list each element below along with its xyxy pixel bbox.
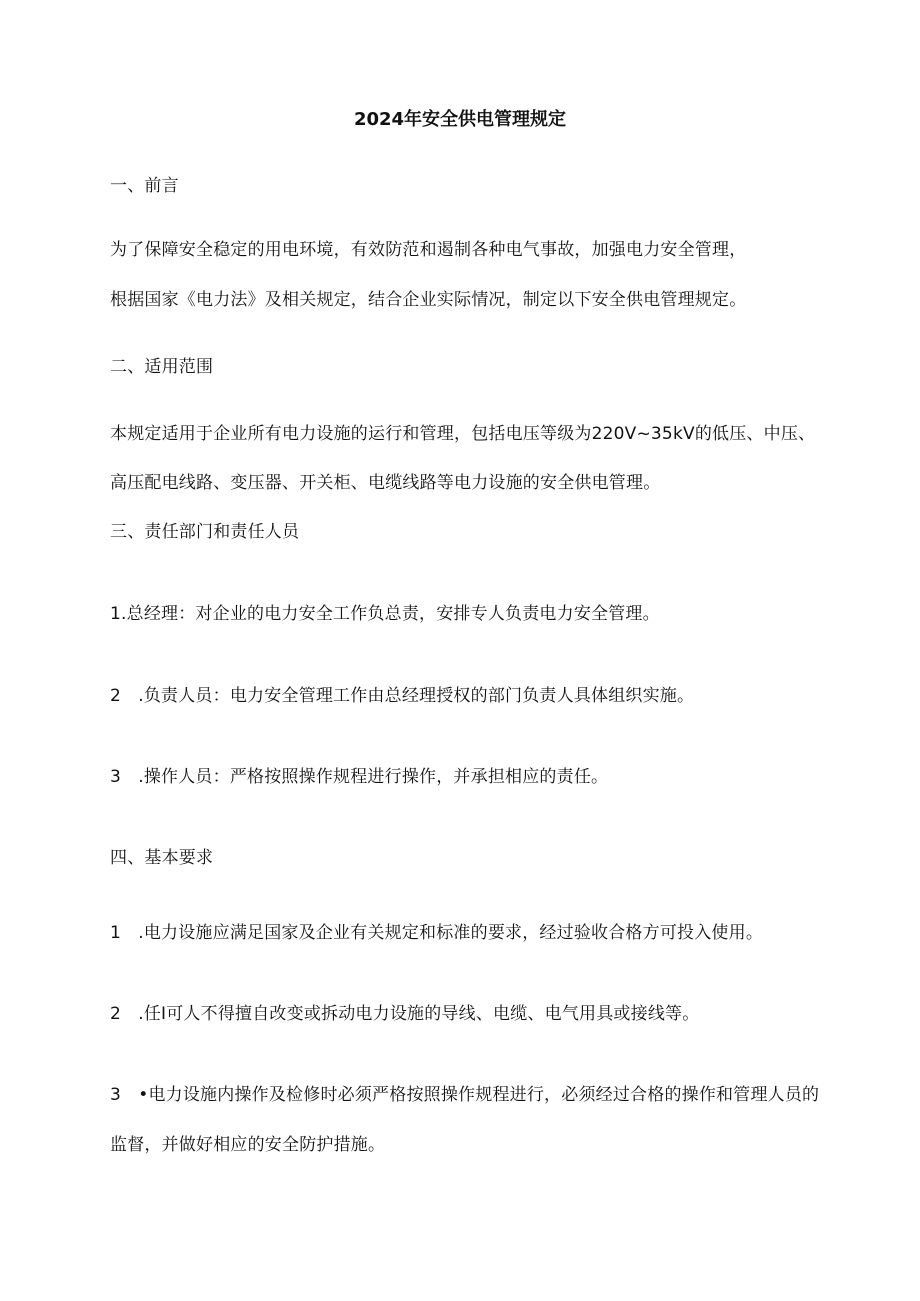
requirements-item-3-line-2: 监督，并做好相应的安全防护措施。 [110,1135,386,1155]
requirements-item-1: 1 .电力设施应满足国家及企业有关规定和标准的要求，经过验收合格方可投入使用。 [110,923,764,943]
section-heading-preface: 一、前言 [110,176,179,196]
responsibility-item-3: 3 .操作人员：严格按照操作规程进行操作，并承担相应的责任。 [110,767,609,787]
requirements-item-2: 2 .任I可人不得擅自改变或拆动电力设施的导线、电缆、电气用具或接线等。 [110,1004,700,1024]
scope-paragraph-line-1: 本规定适用于企业所有电力设施的运行和管理，包括电压等级为220V~35kV的低压、中压、 [110,424,816,444]
preface-paragraph-line-1: 为了保障安全稳定的用电环境，有效防范和遏制各种电气事故，加强电力安全管理， [110,240,747,260]
responsibility-item-1: 1.总经理：对企业的电力安全工作负总责，安排专人负责电力安全管理。 [110,604,660,624]
page-title: 2024年安全供电管理规定 [353,109,567,130]
section-heading-scope: 二、适用范围 [110,357,214,377]
responsibility-item-2: 2 .负责人员：电力安全管理工作由总经理授权的部门负责人具体组织实施。 [110,686,695,706]
preface-paragraph-line-2: 根据国家《电力法》及相关规定，结合企业实际情况，制定以下安全供电管理规定。 [110,290,747,310]
requirements-item-3-line-1: 3 •电力设施内操作及检修时必须严格按照操作规程进行，必须经过合格的操作和管理人员的 [110,1085,820,1105]
section-heading-requirements: 四、基本要求 [110,848,214,868]
scope-paragraph-line-2: 高压配电线路、变压器、开关柜、电缆线路等电力设施的安全供电管理。 [110,473,661,493]
section-heading-responsibility: 三、责任部门和责任人员 [110,522,300,542]
